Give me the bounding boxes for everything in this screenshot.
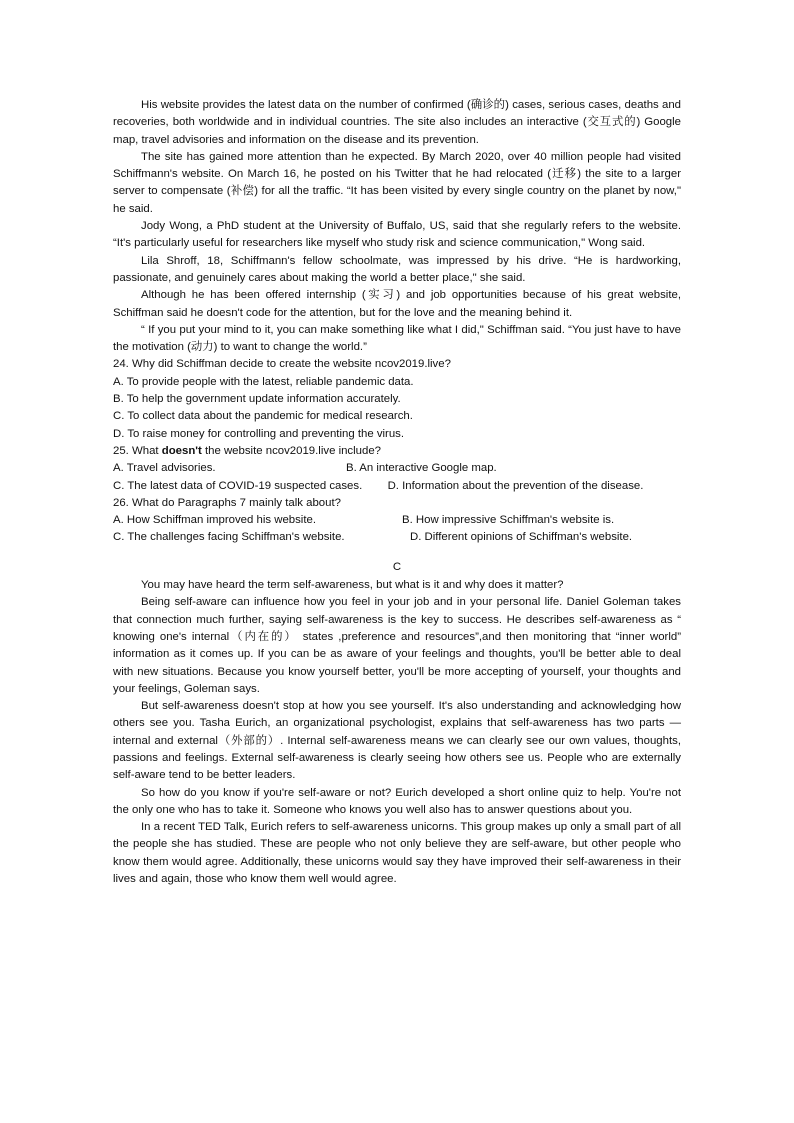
question-25-options-ab — [113, 460, 681, 477]
question-26-option-a: A. How Schiffman improved his website. — [113, 514, 317, 527]
question-25-option-c: C. The latest data of COVID-19 suspected cases. — [113, 479, 363, 492]
question-26-stem: 26. What do Paragraphs 7 mainly talk about? — [113, 496, 341, 509]
question-25-stem-bold: doesn't — [161, 444, 202, 457]
passage-b-paragraph-2: The site has gained more attention than he expected. By March 2020, over 40 million people had visited Schiffmann's website. On March 16, he posted on his Twitter that he had relocated (迁移) the site to a larger server to compensate (补偿) for all the traffic. “It has been visited by every single country on the planet by now," he said. — [113, 150, 681, 215]
passage-b-paragraph-1: His website provides the latest data on the number of confirmed (确诊的) cases, serious cases, deaths and recoveries, both worldwide and in individual countries. The site also includes an interactive (交互式的) Google map, travel advisories and information on the disease and its prevention. — [113, 99, 681, 146]
passage-c-paragraph-3: But self-awareness doesn't stop at how you see yourself. It's also understanding and acknowledging how others see you. Tasha Eurich, an organizational psychologist, explains that self-awareness has two parts — internal and external（外部的）. Internal self-awareness means we can clearly see our own values, thoughts, passions and feelings. External self-awareness is clearly seeing how others see us. People who are externally self-aware tend to be better leaders. — [113, 700, 681, 782]
passage-b-paragraph-6: “ If you put your mind to it, you can make something like what I did," Schiffman said. “You just have to have the motivation (动力) to want to change the world.” — [113, 323, 681, 354]
passage-c-paragraph-1: You may have heard the term self-awareness, but what is it and why does it matter? — [141, 579, 564, 592]
question-24-option-c: C. To collect data about the pandemic for medical research. — [113, 410, 413, 423]
passage-b-paragraph-5: Although he has been offered internship (实习) and job opportunities because of his great website, Schiffman said he doesn't code for the attention, but for the love and the meaning behind it. — [113, 289, 681, 319]
question-24-option-a: A. To provide people with the latest, reliable pandemic data. — [113, 375, 414, 388]
question-25-option-b: B. An interactive Google map. — [346, 462, 497, 475]
question-25-options-cd — [113, 478, 681, 495]
question-24-option-b: B. To help the government update information accurately. — [113, 393, 401, 406]
question-25-option-d: D. Information about the prevention of the disease. — [387, 479, 644, 492]
section-c-heading: C — [392, 560, 402, 573]
question-26-options-ab — [113, 512, 681, 529]
document-page — [113, 97, 681, 888]
question-25-stem-pre: 25. What — [113, 444, 162, 457]
passage-b-paragraph-3: Jody Wong, a PhD student at the University of Buffalo, US, said that she regularly refers to the website. “It's particularly useful for researchers like myself who study risk and science communication," Wong said. — [113, 220, 681, 250]
question-26-option-d: D. Different opinions of Schiffman's website. — [410, 531, 633, 544]
question-26-option-b: B. How impressive Schiffman's website is. — [402, 514, 615, 527]
question-25-option-a: A. Travel advisories. — [113, 462, 216, 475]
passage-c-paragraph-5: In a recent TED Talk, Eurich refers to self-awareness unicorns. This group makes up only a small part of all the people she has studied. These are people who not only believe they are self-aware, but other people who know them would agree. Additionally, these unicorns would say they have improved their self-awareness in their lives and again, those who know them well would agree. — [113, 821, 681, 886]
question-25-stem-post: the website ncov2019.live include? — [201, 444, 381, 457]
passage-c-paragraph-2: Being self-aware can influence how you feel in your job and in your personal life. Daniel Goleman takes that connection much further, saying self-awareness is the key to success. He describes self-awareness as “ knowing one's internal（内在的） states ,preference and resources”,and then monitoring that “inner world” information as it comes up. If you can be as aware of your feelings and thoughts, you'll be better able to deal with new situations. Because you know yourself better, you'll be more accepting of yourself, your thoughts and your feelings, Goleman says. — [113, 596, 681, 695]
passage-c-paragraph-4: So how do you know if you're self-aware or not? Eurich developed a short online quiz to help. You're not the only one who has to take it. Someone who knows you well also has to answer questions about you. — [113, 786, 681, 816]
question-26-option-c: C. The challenges facing Schiffman's website. — [113, 531, 345, 544]
question-26-options-cd — [113, 529, 681, 546]
passage-b-paragraph-4: Lila Shroff, 18, Schiffmann's fellow schoolmate, was impressed by his drive. “He is hardworking, passionate, and genuinely cares about making the world a better place," she said. — [113, 254, 681, 284]
question-24-stem: 24. Why did Schiffman decide to create the website ncov2019.live? — [113, 358, 451, 371]
question-25-stem — [113, 443, 681, 460]
question-24-option-d: D. To raise money for controlling and preventing the virus. — [113, 427, 405, 440]
